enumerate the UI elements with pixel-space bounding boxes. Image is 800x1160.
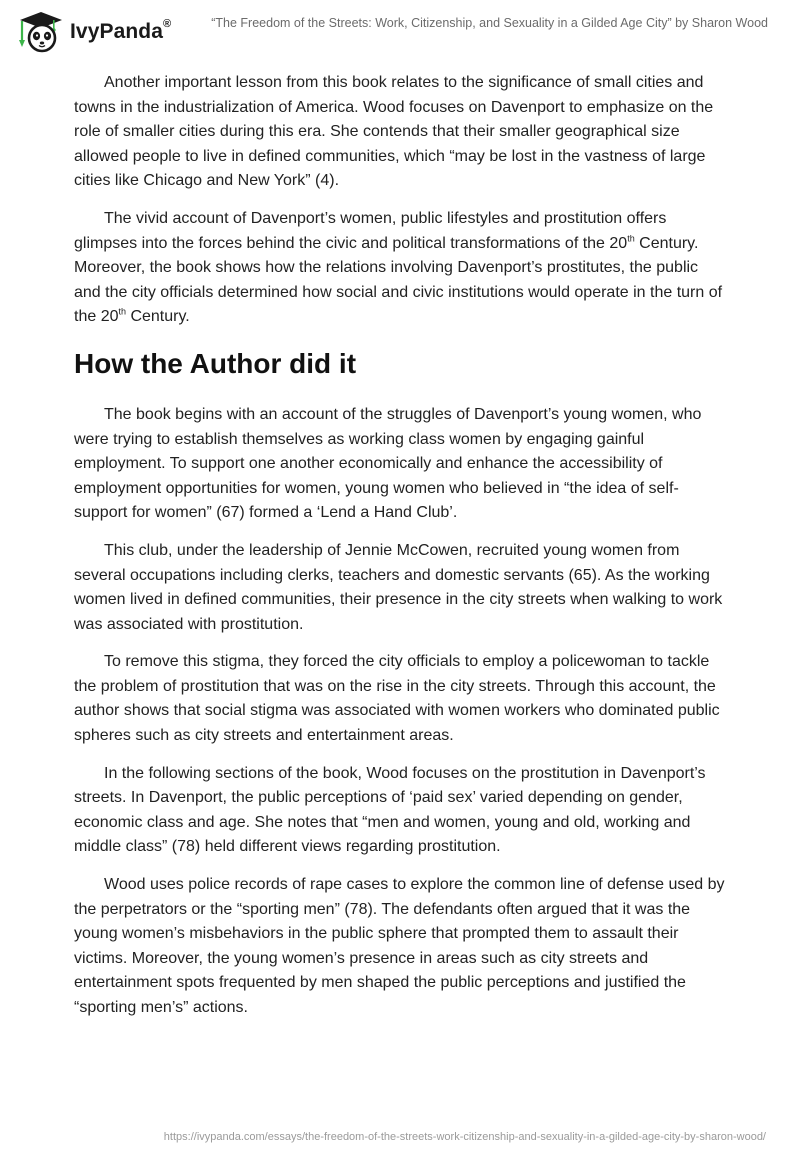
paragraph: The vivid account of Davenport’s women, public lifestyles and prostitution offers glimpses into the forces behind the civic and political transformations of the 20th Century. Moreover, the book shows how the relations involving Davenport’s prostitutes, the public and the city officials determined how social and civic institutions would operate in the turn of the 20th Century. — [74, 209, 723, 326]
paragraph: To remove this stigma, they forced the city officials to employ a policewoman to tackle the problem of prostitution that was on the rise in the city streets. Through this account, the author shows that social stigma was associated with women workers who dominated public spheres such as city streets and entertainment areas. — [74, 653, 720, 745]
source-url[interactable]: https://ivypanda.com/essays/the-freedom-of-the-streets-work-citizenship-and-sexuality-in-a-gilded-age-city-by-sharon-wood/ — [163, 1131, 766, 1143]
document-title: “The Freedom of the Streets: Work, Citizenship, and Sexuality in a Gilded Age City” by Sharon Wood — [211, 16, 768, 30]
essay-body — [74, 71, 728, 1034]
section-heading: How the Author did it — [74, 347, 357, 379]
paragraph: This club, under the leadership of Jennie McCowen, recruited young women from several occupations including clerks, teachers and domestic servants (65). As the working women lived in defined communities, their presence in the city streets when walking to work was associated with prostitution. — [74, 541, 723, 633]
paragraph: The book begins with an account of the struggles of Davenport’s young women, who were trying to establish themselves as working class women by engaging gainful employment. To support one another economically and enhance the accessibility of employment opportunities for women, young women who believed in “the idea of self-support for women” (67) formed a ‘Lend a Hand Club’. — [74, 405, 702, 522]
paragraph: Wood uses police records of rape cases to explore the common line of defense used by the perpetrators or the “sporting men” (78). The defendants often argued that it was the young women’s misbehaviors in the public sphere that prompted them to assault their victims. Moreover, the young women’s presence in areas such as city streets and entertainment spots frequented by men shaped the public perceptions and justified the “sporting men’s” actions. — [74, 876, 725, 1016]
page-header — [0, 0, 800, 62]
ivypanda-logo[interactable] — [18, 10, 171, 54]
brand-name: IvyPanda® — [70, 18, 172, 43]
panda-graduate-icon — [18, 10, 64, 54]
paragraph: Another important lesson from this book relates to the significance of small cities and towns in the industrialization of America. Wood focuses on Davenport to emphasize on the role of smaller cities during this era. She contends that their smaller geographical size allowed people to live in defined communities, which “may be lost in the vastness of large cities like Chicago and New York” (4). — [74, 74, 714, 190]
paragraph: In the following sections of the book, Wood focuses on the prostitution in Davenport’s streets. In Davenport, the public perceptions of ‘paid sex’ varied depending on gender, economic class and age. She notes that “men and women, young and old, working and middle class” (78) held different views regarding prostitution. — [74, 764, 706, 856]
